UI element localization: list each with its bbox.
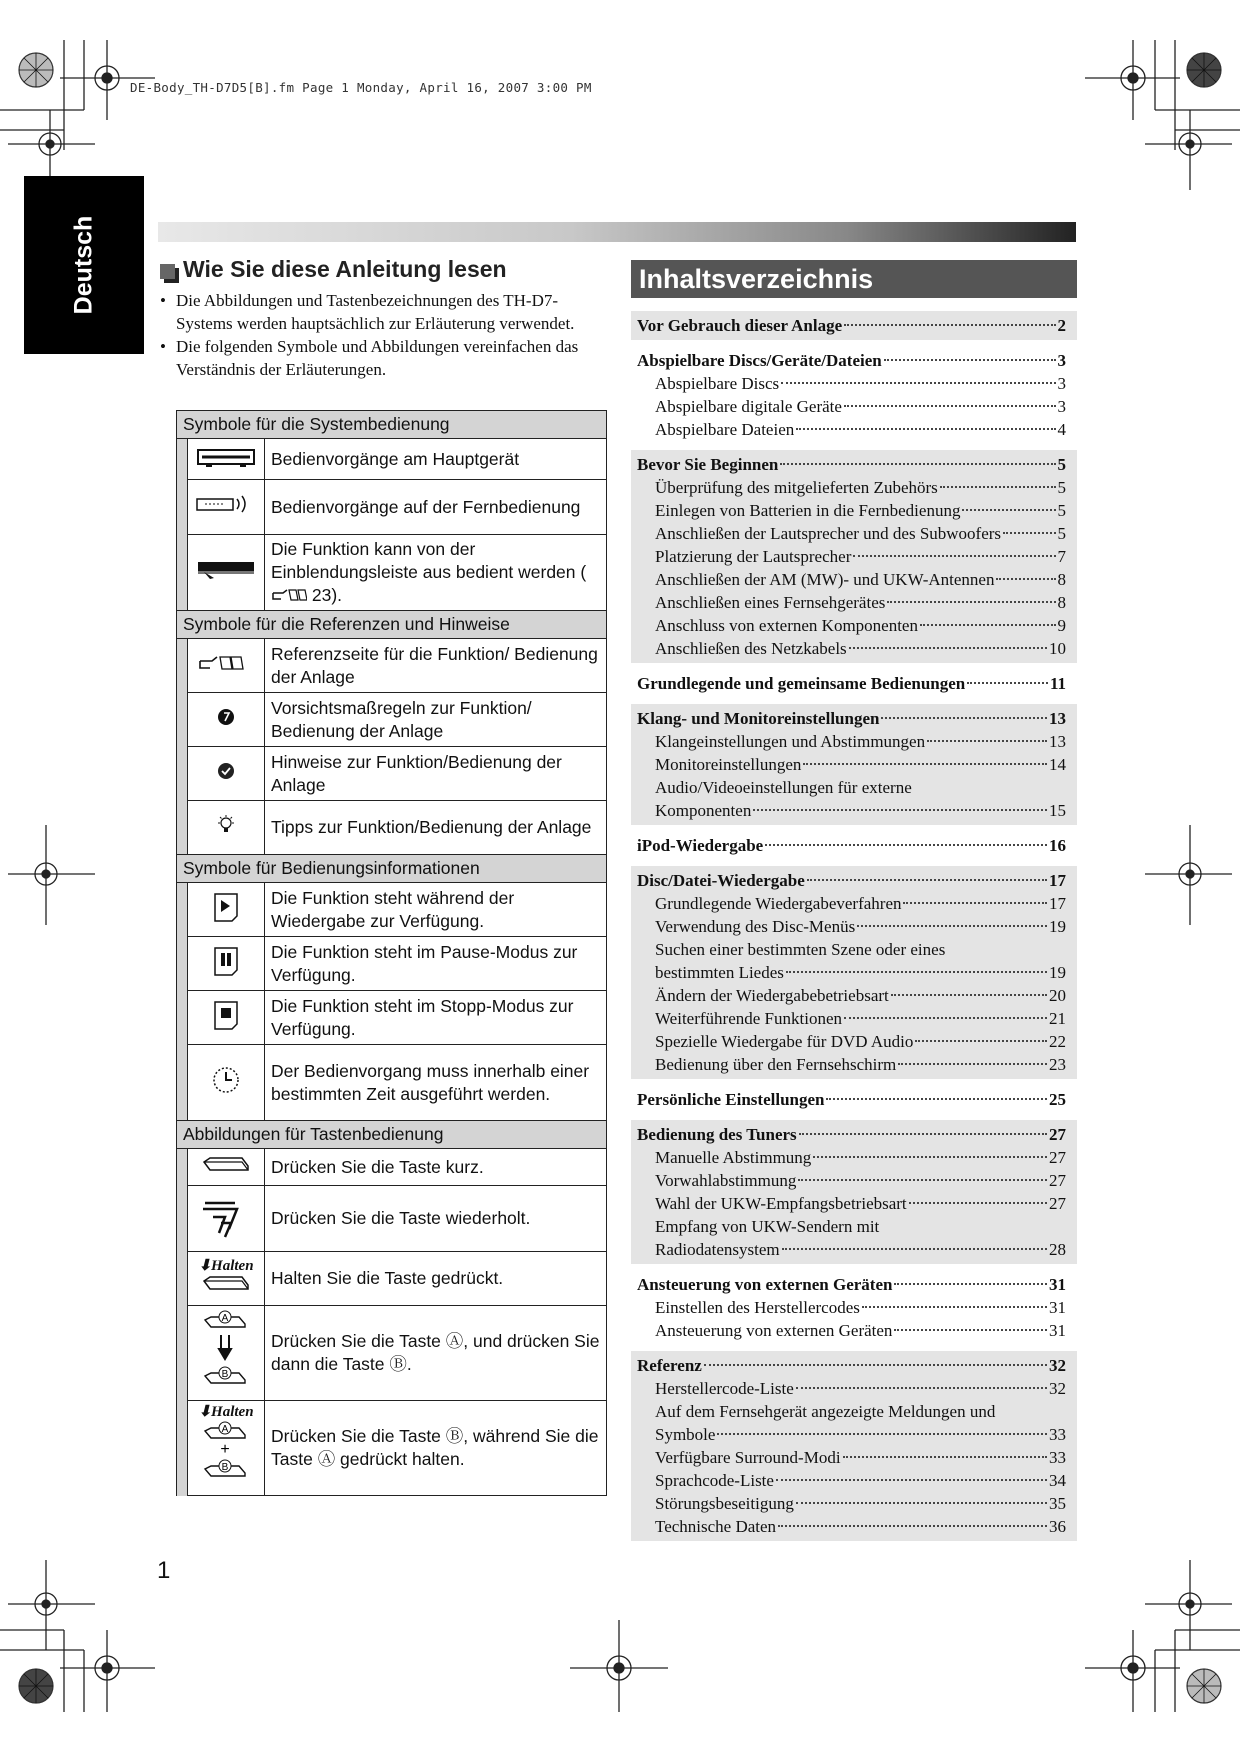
symbol-desc: Drücken Sie die Taste wiederholt. xyxy=(265,1186,607,1252)
heading-square-icon xyxy=(160,264,175,279)
toc-subentry[interactable]: Bedienung über den Fernsehschirm 23 xyxy=(655,1055,1066,1074)
section-header: Symbole für die Referenzen und Hinweise xyxy=(177,611,607,639)
symbol-desc-part: 23). xyxy=(307,585,343,605)
toc-subentry[interactable]: Einstellen des Herstellercodes 31 xyxy=(655,1298,1066,1317)
language-tab xyxy=(24,176,144,354)
toc-subentry[interactable]: Anschließen der Lautsprecher und des Subwoofers 5 xyxy=(655,524,1066,543)
symbol-desc: Drücken Sie die Taste Ⓑ, während Sie die Taste Ⓐ gedrückt halten. xyxy=(265,1401,607,1496)
toc-subentry[interactable]: Vorwahlabstimmung 27 xyxy=(655,1171,1066,1190)
toc-group xyxy=(631,311,1077,340)
tip-bulb-icon xyxy=(188,801,265,855)
note-icon xyxy=(188,747,265,801)
symbol-desc: Der Bedienvorgang muss innerhalb einer bestimmten Zeit ausgeführt werden. xyxy=(265,1045,607,1121)
plus-sign: + xyxy=(220,1441,230,1458)
toc-subentry[interactable]: Grundlegende Wiedergabeverfahren 17 xyxy=(655,894,1066,913)
toc-subentry[interactable]: Symbole 33 xyxy=(655,1425,1066,1444)
toc-subentry[interactable]: Abspielbare Dateien 4 xyxy=(655,420,1066,439)
symbols-table xyxy=(176,410,607,1496)
howto-bullets xyxy=(158,289,608,381)
symbol-desc: Referenzseite für die Funktion/ Bedienung der Anlage xyxy=(265,639,607,693)
toc-subentry[interactable]: Wahl der UKW-Empfangsbetriebsart 27 xyxy=(655,1194,1066,1213)
toc-group xyxy=(631,831,1077,860)
toc-group xyxy=(631,1351,1077,1541)
toc-group xyxy=(631,1120,1077,1264)
toc-subentry[interactable]: Komponenten 15 xyxy=(655,801,1066,820)
section-header: Symbole für die Systembedienung xyxy=(177,411,607,439)
howto-title: Wie Sie diese Anleitung lesen xyxy=(183,256,507,282)
toc-subentry-line: Auf dem Fernsehgerät angezeigte Meldungen und xyxy=(655,1402,996,1421)
toc-entry[interactable]: Grundlegende und gemeinsame Bedienungen 11 xyxy=(637,674,1066,693)
header-gradient-bar xyxy=(158,222,1076,242)
section-header: Abbildungen für Tastenbedienung xyxy=(177,1121,607,1149)
toc-group xyxy=(631,1085,1077,1114)
symbol-desc: Bedienvorgänge auf der Fernbedienung xyxy=(265,480,607,535)
hold-a-press-b-icon: ⬇Halten A + B xyxy=(188,1401,265,1496)
press-repeatedly-icon xyxy=(188,1186,265,1252)
button-a-label: A xyxy=(221,1424,229,1435)
symbol-desc: Tipps zur Funktion/Bedienung der Anlage xyxy=(265,801,607,855)
toc-group xyxy=(631,1270,1077,1345)
reference-page-icon xyxy=(188,639,265,693)
symbol-desc: Die Funktion steht während der Wiedergabe zur Verfügung. xyxy=(265,883,607,937)
symbol-desc: Hinweise zur Funktion/Bedienung der Anlage xyxy=(265,747,607,801)
toc-subentry[interactable]: Störungsbeseitigung 35 xyxy=(655,1494,1066,1513)
toc-group xyxy=(631,704,1077,825)
toc-group xyxy=(631,450,1077,663)
toc-group xyxy=(631,346,1077,444)
press-a-then-b-icon xyxy=(188,1306,265,1401)
bullet-item: • Die Abbildungen und Tastenbezeichnungen des TH-D7-Systems werden hauptsächlich zur Erläuterung verwendet. xyxy=(158,289,608,335)
hold-label: Halten xyxy=(211,1257,254,1274)
toc-entry[interactable]: Referenz 32 xyxy=(637,1356,1066,1375)
toc-subentry-line: Empfang von UKW-Sendern mit xyxy=(655,1217,880,1236)
press-button-icon xyxy=(188,1149,265,1186)
toc-subentry[interactable]: Anschluss von externen Komponenten 9 xyxy=(655,616,1066,635)
toc-heading: Inhaltsverzeichnis xyxy=(631,260,1077,298)
section-header: Symbole für Bedienungsinformationen xyxy=(177,855,607,883)
remote-control-icon xyxy=(188,480,265,535)
toc-subentry[interactable]: Monitoreinstellungen 14 xyxy=(655,755,1066,774)
symbol-desc: Die Funktion steht im Pause-Modus zur Verfügung. xyxy=(265,937,607,991)
toc-entry[interactable]: Klang- und Monitoreinstellungen 13 xyxy=(637,709,1066,728)
toc-subentry[interactable]: Ansteuerung von externen Geräten 31 xyxy=(655,1321,1066,1340)
toc-group xyxy=(631,669,1077,698)
toc-entry[interactable]: Persönliche Einstellungen 25 xyxy=(637,1090,1066,1109)
toc-group xyxy=(631,866,1077,1079)
symbol-desc: Bedienvorgänge am Hauptgerät xyxy=(265,439,607,480)
table-of-contents xyxy=(631,311,1077,1547)
toc-subentry[interactable]: Verwendung des Disc-Menüs 19 xyxy=(655,917,1066,936)
toc-subentry[interactable]: Anschließen der AM (MW)- und UKW-Antennen 8 xyxy=(655,570,1066,589)
toc-subentry[interactable]: Anschließen des Netzkabels 10 xyxy=(655,639,1066,658)
symbol-desc-part: Die Funktion kann von der Einblendungsleiste aus bedient werden ( xyxy=(271,539,587,582)
toc-subentry[interactable]: Platzierung der Lautsprecher 7 xyxy=(655,547,1066,566)
toc-entry[interactable]: Vor Gebrauch dieser Anlage 2 xyxy=(637,316,1066,335)
symbol-desc: Die Funktion steht im Stopp-Modus zur Verfügung. xyxy=(265,991,607,1045)
file-info-line: DE-Body_TH-D7D5[B].fm Page 1 Monday, April 16, 2007 3:00 PM xyxy=(130,80,592,95)
toc-subentry[interactable]: Klangeinstellungen und Abstimmungen 13 xyxy=(655,732,1066,751)
symbol-desc: Drücken Sie die Taste kurz. xyxy=(265,1149,607,1186)
play-mode-icon xyxy=(188,883,265,937)
symbol-desc: Halten Sie die Taste gedrückt. xyxy=(265,1252,607,1306)
toc-subentry[interactable]: Sprachcode-Liste 34 xyxy=(655,1471,1066,1490)
symbol-desc: Drücken Sie die Taste Ⓐ, und drücken Sie dann die Taste Ⓑ. xyxy=(265,1306,607,1401)
caution-icon xyxy=(188,693,265,747)
timer-icon xyxy=(188,1045,265,1121)
toc-subentry[interactable]: Manuelle Abstimmung 27 xyxy=(655,1148,1066,1167)
toc-subentry[interactable]: Technische Daten 36 xyxy=(655,1517,1066,1536)
toc-entry[interactable]: Bedienung des Tuners 27 xyxy=(637,1125,1066,1144)
toc-subentry[interactable]: Herstellercode-Liste 32 xyxy=(655,1379,1066,1398)
button-b-label: B xyxy=(221,1369,229,1380)
toc-subentry[interactable]: Abspielbare Discs 3 xyxy=(655,374,1066,393)
language-tab-label: Deutsch xyxy=(69,215,98,315)
bullet-item: • Die folgenden Symbole und Abbildungen vereinfachen das Verständnis der Erläuterungen. xyxy=(158,335,608,381)
stop-mode-icon xyxy=(188,991,265,1045)
toc-entry[interactable]: Ansteuerung von externen Geräten 31 xyxy=(637,1275,1066,1294)
symbol-desc: Vorsichtsmaßregeln zur Funktion/ Bedienung der Anlage xyxy=(265,693,607,747)
onscreen-bar-icon xyxy=(188,535,265,611)
toc-subentry[interactable]: Ändern der Wiedergabebetriebsart 20 xyxy=(655,986,1066,1005)
button-a-label: A xyxy=(221,1313,229,1324)
toc-subentry-line: Audio/Videoeinstellungen für externe xyxy=(655,778,912,797)
toc-subentry[interactable]: Einlegen von Batterien in die Fernbedienung 5 xyxy=(655,501,1066,520)
toc-subentry[interactable]: Weiterführende Funktionen 21 xyxy=(655,1009,1066,1028)
toc-subentry[interactable]: bestimmten Liedes 19 xyxy=(655,963,1066,982)
toc-subentry[interactable]: Überprüfung des mitgelieferten Zubehörs 5 xyxy=(655,478,1066,497)
toc-subentry-line: Suchen einer bestimmten Szene oder eines xyxy=(655,940,946,959)
howto-heading xyxy=(160,256,507,283)
hold-label: Halten xyxy=(211,1404,254,1420)
button-b-label: B xyxy=(221,1462,229,1473)
pause-mode-icon xyxy=(188,937,265,991)
reference-book-icon xyxy=(271,587,307,603)
toc-subentry[interactable]: Abspielbare digitale Geräte 3 xyxy=(655,397,1066,416)
toc-subentry[interactable]: Anschließen eines Fernsehgerätes 8 xyxy=(655,593,1066,612)
page-number: 1 xyxy=(157,1557,171,1584)
toc-entry[interactable]: Abspielbare Discs/Geräte/Dateien 3 xyxy=(637,351,1066,370)
hold-button-icon: ⬇Halten xyxy=(188,1252,265,1306)
toc-entry[interactable]: Bevor Sie Beginnen 5 xyxy=(637,455,1066,474)
toc-entry[interactable]: Disc/Datei-Wiedergabe 17 xyxy=(637,871,1066,890)
toc-subentry[interactable]: Radiodatensystem 28 xyxy=(655,1240,1066,1259)
symbol-desc xyxy=(265,535,607,611)
main-unit-icon xyxy=(188,439,265,480)
toc-subentry[interactable]: Spezielle Wiedergabe für DVD Audio 22 xyxy=(655,1032,1066,1051)
toc-entry[interactable]: iPod-Wiedergabe 16 xyxy=(637,836,1066,855)
toc-subentry[interactable]: Verfügbare Surround-Modi 33 xyxy=(655,1448,1066,1467)
